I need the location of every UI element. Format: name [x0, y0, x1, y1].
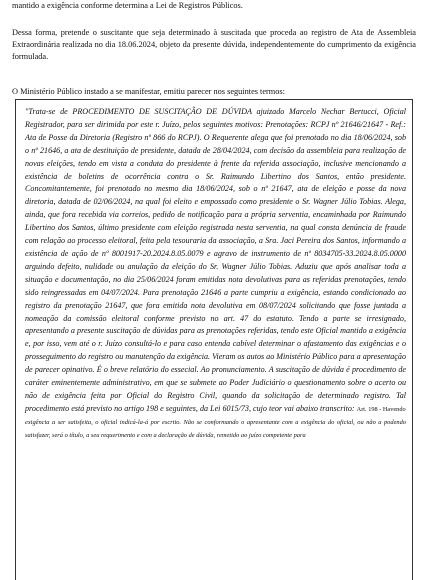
quoted-opinion-text: [25, 106, 406, 417]
quoted-article-text: exigência a ser satisfeita, o oficial indicá-la-á por escrito. Não se conformando o apresentante com a exigência do oficial, ou não a podendo satisfazer, será o título, a seu requerimento e com a declaração de dúvida, remetido ao juízo competente para: [25, 418, 406, 439]
paragraph-ministerio-publico: O Ministério Público instado a se manifestar, emitiu parecer nos seguintes termos:: [12, 87, 285, 96]
cut-off-top-line: mantido a exigência conforme determina a Lei de Registros Públicos.: [12, 1, 243, 10]
quoted-opinion-box: [15, 99, 413, 580]
quote-body: "Trata-se de PROCEDIMENTO DE SUSCITAÇÃO DE DÚVIDA ajuizado Marcelo Nechar Bertucci, Oficial Registrador, para ser dirimida por este r. Juízo, pelos seguintes motivos: Prenotações: RCPJ nº 21646/21647 - Ref.: Ata de Posse da Diretoria (Registro nº 866 do RCPJ). O Requerente alega que foi prenotado no dia 18/06/2024, sob o nº 21646, a ata de destituição de presidente, datada de 28/04/2024, com decisão da assembleia para realização de novas eleições, tendo em vista a conduta do presidente à frente da referida associação, inclusive mencionando a existência de boletins de ocorrência contra o Sr. Raimundo Libertino dos Santos, então presidente. Concomitantemente, foi prenotado no mesmo dia 18/06/2024, sob o nº 21647, ata de eleição e posse da nova diretoria, datada de 02/06/2024, na qual foi eleito e empossado como presidente o Sr. Wagner Júlio Tobias. Alega, ainda, que fora recebida via correios, pedido de notificação para a própria serventia, encaminhada por Raimundo Libertino dos Santos, último presidente com eleição registrada nesta serventia, na qual consta denúncia de fraude com relação ao processo eleitoral, feita pela tesouraria da associação, a Sra. Jaci Pereira dos Santos, informando a existência de ação de nº 8001917-20.2024.8.05.0079 e agravo de instrumento de nº 8034705-33.2024.8.05.0000 arguindo defeito, nulidade ou anulação da eleição do Sr. Wagner Júlio Tobias. Aduziu que após analisar toda a situação e documentação, no dia 25/06/2024 foram emitidas nota devolutivas para as referidas prenotações, tendo sido reingressadas em 04/07/2024. Para prenotação 21646 a parte cumpriu a exigência, estando condicionado ao registro da prenotação 21647, que fora emitida nota devolutiva em 08/07/2024 solicitando que fosse juntada a nomeação da comissão eleitoral conforme previsto no art. 47 do estatuto. Tendo a parte se irresignado, apresentando a presente suscitação de dúvidas para as prenotações referidas, tendo este Oficial mantido a exigência e, por isso, vem até o r. Juízo consultá-lo e para caso entenda cabível determinar o afastamento das exigências e o prosseguimento do registro ou manutenção da exigência. Vieram os autos ao Ministério Público para a apresentação de parecer opinativo. É o breve relatório do essecial. Ao pronunciamento. A suscitação de dúvida é procedimento de caráter eminentemente administrativo, em que se submete ao Poder Judiciário o questionamento sobre o acerto ou não de exigência feita por Oficial do Registro Civil, quando da solicitação de determinado registro. Tal procedimento está previsto no artigo 198 e seguintes, da Lei 6015/73, cujo teor vai abaixo transcrito:: [25, 107, 406, 413]
paragraph-request: Dessa forma, pretende o suscitante que seja determinado à suscitada que proceda ao registro de Ata de Assembleia Extraordinária realizada no dia 18.06.2024, objeto da presente dúvida, independentemente do cumprimento da exigência formulada.: [12, 28, 416, 62]
quote-article-start: Art. 198 - Havendo: [356, 405, 406, 413]
